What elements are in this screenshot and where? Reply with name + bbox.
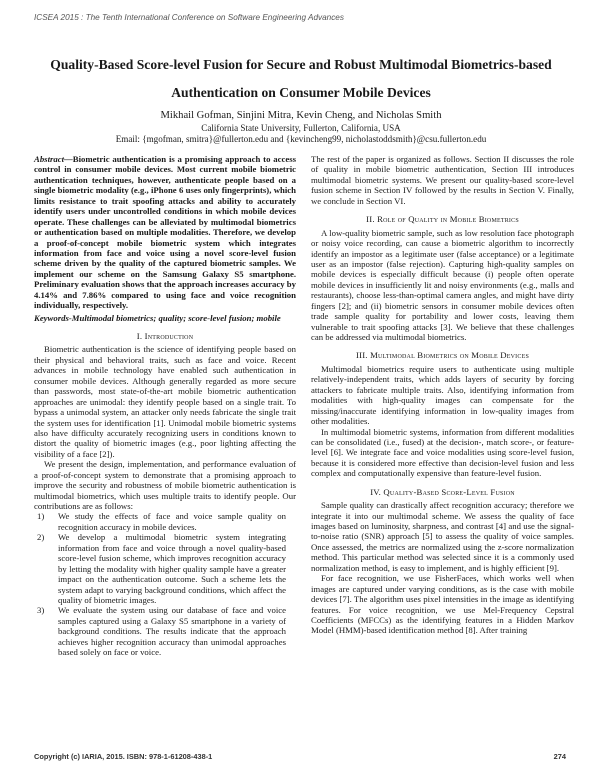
contribution-number: 3) xyxy=(37,605,45,616)
keywords-text: Multimodal biometrics; quality; score-level fusion; mobile xyxy=(71,312,281,323)
contribution-number: 2) xyxy=(37,532,45,543)
fusion-paragraph-1: Sample quality can drastically affect recognition accuracy; therefore we integrate it into our multimodal scheme. We assess the quality of face images based on luminosity, sharpness, and contrast [4] and use the signal-to-noise ratio (SNR) approach [5] to assess the quality of voice samples. Once assessed, the metrics are normalized using the z-score normalization method. This particular method was selected since it is a commonly used normalization method, is easy to implement, and is highly efficient [9]. xyxy=(311,500,574,573)
page-number: 274 xyxy=(553,752,566,761)
contribution-item xyxy=(34,511,296,532)
right-column xyxy=(311,154,574,636)
page-footer xyxy=(34,752,574,761)
abstract xyxy=(34,154,296,311)
intro-paragraph-2: We present the design, implementation, and performance evaluation of a proof-of-concept system to demonstrate that a promising approach to improve the security and robustness of mobile biometric authentication is multimodal biometrics, which uses multiple traits to identify people. Our contributions are as follows: xyxy=(34,459,296,511)
authors: Mikhail Gofman, Sinjini Mitra, Kevin Cheng, and Nicholas Smith xyxy=(160,110,442,121)
organization-paragraph: The rest of the paper is organized as follows. Section II discusses the role of quality in mobile biometric authentication, Section III introduces multimodal biometric systems. We present our quality-based score-level fusion scheme in Section IV followed by the results in Section V. Finally, we conclude in Section VI. xyxy=(311,154,574,206)
section-heading-fusion: IV. Quality-Based Score-Level Fusion xyxy=(370,486,515,497)
author-email: Email: {mgofman, smitra}@fullerton.edu and {kevincheng99, nicholastoddsmith}@csu.fullerton.edu xyxy=(115,133,487,144)
section-heading-quality: II. Role of Quality in Mobile Biometrics xyxy=(366,214,519,225)
paper-title: Quality-Based Score-level Fusion for Secure and Robust Multimodal Biometrics-based Authentication on Consumer Mobile Devices xyxy=(50,57,552,100)
contribution-number: 1) xyxy=(37,511,45,522)
contribution-text: We study the effects of face and voice sample quality on recognition accuracy in mobile devices. xyxy=(58,511,286,532)
section-heading-introduction: I. Introduction xyxy=(136,331,194,341)
contribution-item xyxy=(34,532,296,605)
contribution-text: We develop a multimodal biometric system integrating information from face and voice through a novel quality-based score-level fusion scheme, which improves recognition accuracy by letting the modality with higher quality sample have a greater impact on the authentication outcome. Such a scheme lets the system adapt to varying background conditions, which affect the quality of biometric images. xyxy=(58,532,286,605)
contribution-item xyxy=(34,605,296,657)
section-heading-multimodal: III. Multimodal Biometrics on Mobile Devices xyxy=(356,350,529,361)
copyright-isbn: Copyright (c) IARIA, 2015. ISBN: 978-1-61208-438-1 xyxy=(34,752,213,761)
title-block xyxy=(34,51,568,145)
keywords-label: Keywords- xyxy=(34,312,72,323)
contributions-list xyxy=(34,511,296,657)
keywords xyxy=(34,313,296,323)
abstract-text: Biometric authentication is a promising approach to access control in consumer mobile devices. Most current mobile biometric authentication techniques, however, authenticate people based on a single biometric modality (e.g., iPhone 6 uses only fingerprints), which limits resistance to trait spoofing attacks and ability to accurately identify users under uncontrolled conditions in which mobile devices operate. These challenges can be alleviated by multimodal biometrics or authentication based on multiple modalities. Therefore, we develop a proof-of-concept mobile biometric system which integrates information from face and voice using a novel score-level fusion scheme driven by the quality of the captured biometric samples. We implement our scheme on the Samsung Galaxy S5 smartphone. Preliminary evaluation shows that the approach increases accuracy by 4.14% and 7.86% compared to using face and voice recognition individually, respectively. xyxy=(34,154,296,311)
multimodal-paragraph-2: In multimodal biometric systems, information from different modalities can be consolidated (i.e., fused) at the decision-, match score-, or feature-level [6]. We integrate face and voice modalities using score-level fusion, because it is considered more effective than decision-level fusion and less complex and computationally expensive than feature-level fusion. xyxy=(311,426,574,479)
intro-paragraph-1: Biometric authentication is the science of identifying people based on their physical and behavioral traits, such as face and voice. Recent advances in mobile technology have enabled such authentication in consumer mobile devices. Although generally regarded as more secure than passwords, most state-of-the-art mobile biometric authentication approaches are unimodal: they identify people based on a single trait. To bypass a unimodal system, an attacker only needs fabricate the single trait the system uses for identification [1]. Unimodal mobile biometric systems also have difficulty accurately recognizing users in conditions known to distort the quality of biometric images (e.g., poor lighting affecting the visibility of a face [2]). xyxy=(34,344,296,459)
left-column xyxy=(34,154,296,658)
abstract-label: Abstract— xyxy=(34,154,73,164)
quality-paragraph: A low-quality biometric sample, such as low resolution face photograph or noisy voice recording, can cause a biometric algorithm to incorrectly identify an impostor as a legitimate user (false acceptance) or a legitimate user as an impostor (false rejection). Capturing high-quality samples on mobile devices is especially difficult because (i) people often operate mobile devices in insufficiently lit and noisy environments (e.g., malls and restaurants), choose less-than-optimal camera angles, and might have dirty fingers [2]; and (ii) biometric sensors in consumer mobile devices often trade sample quality for portability and lower costs, leaving them vulnerable to trait spoofing attacks [3]. We believe that these challenges can be addressed via multimodal biometrics. xyxy=(311,227,574,342)
affiliation: California State University, Fullerton, California, USA xyxy=(201,122,401,133)
running-head: ICSEA 2015 : The Tenth International Conference on Software Engineering Advances xyxy=(34,13,344,22)
contribution-text: We evaluate the system using our database of face and voice samples captured using a Galaxy S5 smartphone in a variety of background conditions. The results indicate that the approach achieves higher recognition accuracy than unimodal approaches based solely on face or voice. xyxy=(58,605,286,658)
fusion-paragraph-2: For face recognition, we use FisherFaces, which works well when images are captured under varying conditions, as is the case with mobile devices [7]. The algorithm uses pixel intensities in the image as identifying features. For voice recognition, we use Mel-Frequency Cepstral Coefficients (MFCCs) as the identifying features in a Hidden Markov Model (HMM)-based identification method [8]. After training xyxy=(311,573,574,636)
multimodal-paragraph-1: Multimodal biometrics require users to authenticate using multiple relatively-independent traits, which adds layers of security by forcing attackers to fabricate multiple traits. Also, identifying information from modalities with high-quality images can compensate for the missing/inaccurate identifying information in low-quality images from other modalities. xyxy=(311,363,574,427)
